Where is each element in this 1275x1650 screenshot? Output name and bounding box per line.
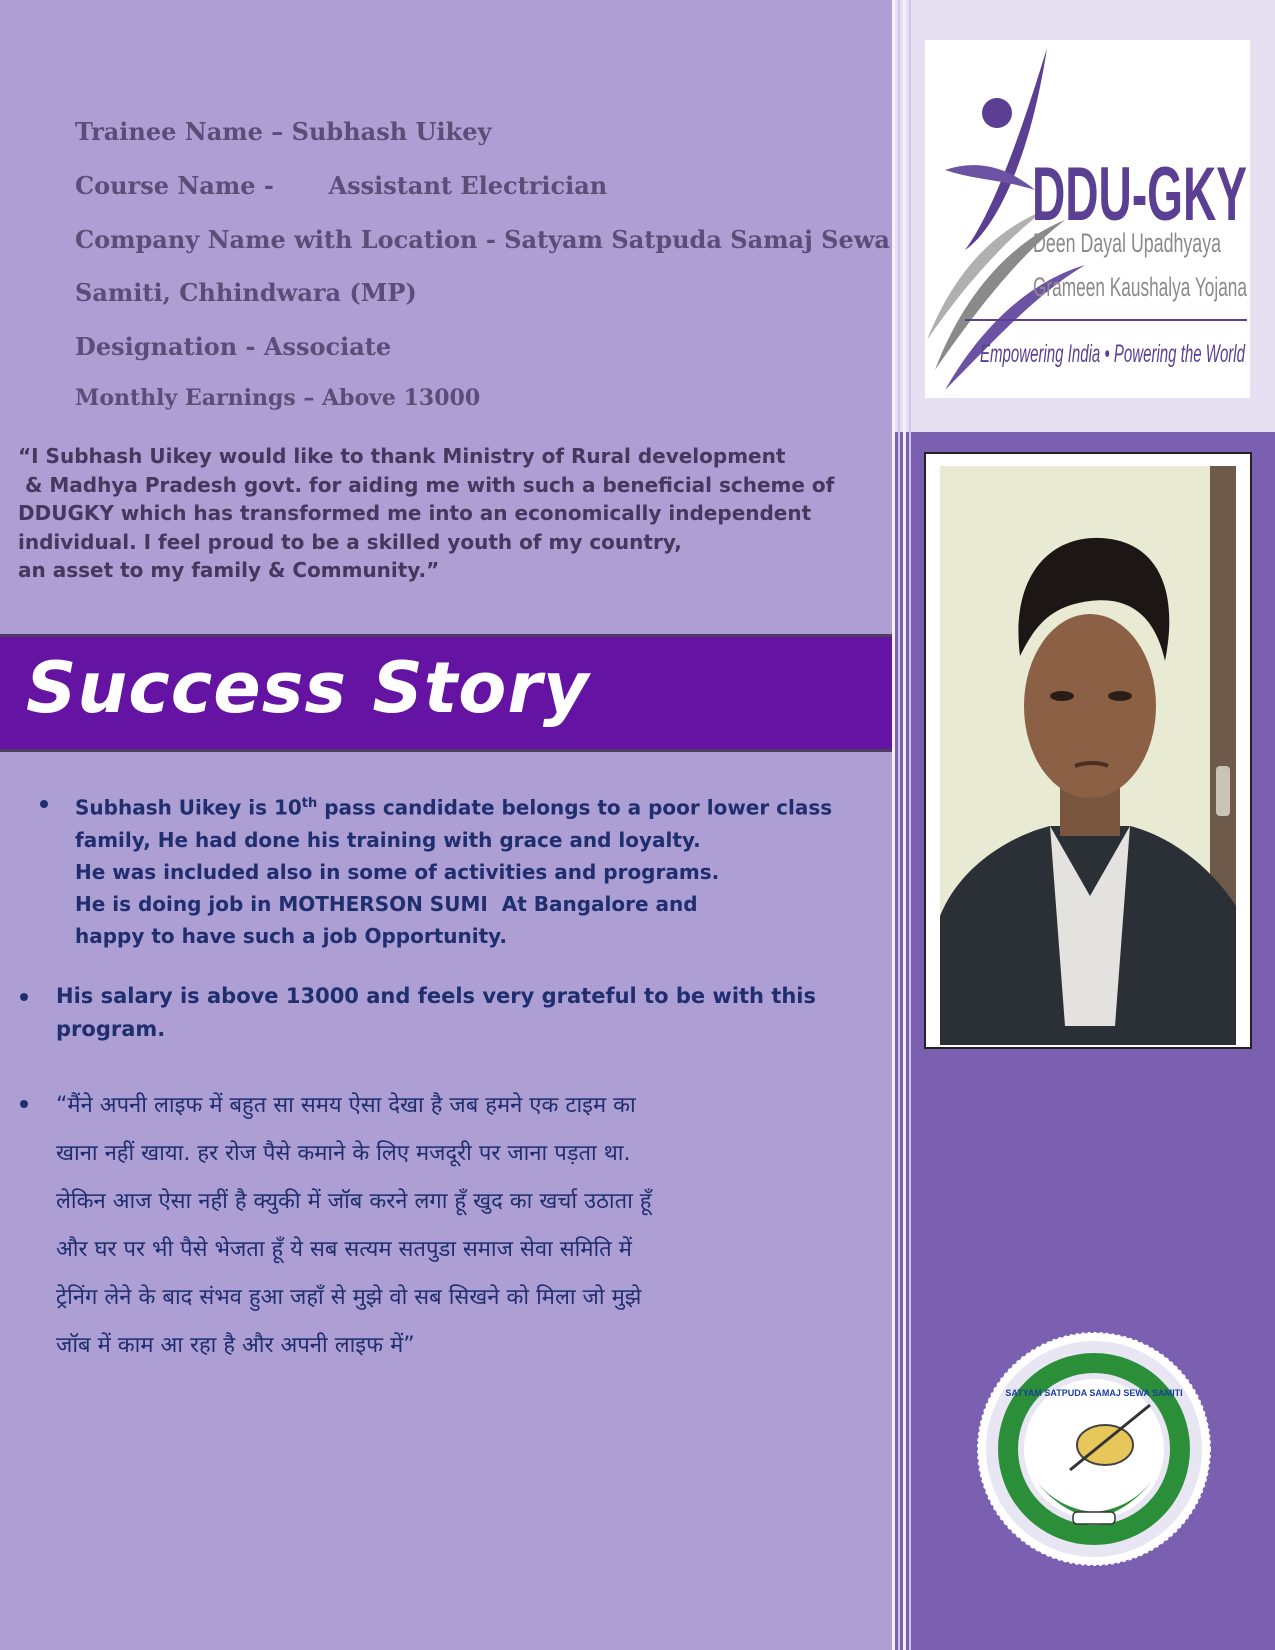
portrait-image — [940, 466, 1236, 1045]
logo-name: DDU-GKY — [1032, 152, 1247, 237]
trainee-photo-frame — [924, 452, 1252, 1049]
bullet-icon — [40, 800, 48, 808]
quote-line: DDUGKY which has transformed me into an economically independent — [18, 501, 812, 525]
divider-line — [909, 0, 911, 1650]
designation: Designation - Associate — [75, 332, 392, 361]
trainee-photo — [940, 466, 1236, 1045]
trainee-name: Trainee Name – Subhash Uikey — [75, 117, 492, 146]
quote-line: an asset to my family & Community.” — [18, 558, 440, 582]
bullet-line: happy to have such a job Opportunity. — [75, 923, 507, 948]
course-value: Assistant Electrician — [328, 171, 608, 200]
satyam-satpuda-seal — [975, 1330, 1213, 1568]
bullet-line: He was included also in some of activities and programs. — [75, 859, 720, 884]
hindi-line: और घर पर भी पैसे भेजता हूँ ये सब सत्यम सतपुडा समाज सेवा समिति में — [56, 1237, 632, 1262]
divider-line — [903, 0, 906, 1650]
success-story-banner — [0, 634, 892, 752]
hindi-line: ट्रेनिंग लेने के बाद संभव हुआ जहाँ से मुझे वो सब सिखने को मिला जो मुझे — [56, 1285, 642, 1310]
logo-tagline: Empowering India • Powering the World — [980, 340, 1246, 368]
banner-title: Success Story — [26, 647, 590, 729]
company-line-2: Samiti, Chhindwara (MP) — [75, 278, 417, 307]
hindi-line: जॉब में काम आ रहा है और अपनी लाइफ में” — [56, 1333, 415, 1358]
course-name — [75, 171, 607, 200]
quote-line: individual. I feel proud to be a skilled youth of my country, — [18, 529, 682, 554]
bullet-line — [75, 788, 832, 824]
hindi-line: “मैंने अपनी लाइफ में बहुत सा समय ऐसा देखा है जब हमने एक टाइम का — [56, 1093, 636, 1118]
bullet-line: His salary is above 13000 and feels very grateful to be with this — [56, 984, 816, 1008]
seal-icon — [975, 1330, 1213, 1568]
ddu-gky-logo — [925, 40, 1250, 398]
company-line-1: Company Name with Location - Satyam Satpuda Samaj Sewa — [75, 225, 890, 254]
seal-text: SATYAM SATPUDA SAMAJ SEWA SAMITI — [1005, 1388, 1183, 1398]
superscript: th — [301, 796, 318, 811]
quote-line: “I Subhash Uikey would like to thank Ministry of Rural development — [18, 444, 786, 468]
bullet-text: pass candidate belongs to a poor lower class — [317, 795, 833, 820]
course-label: Course Name - — [75, 171, 274, 200]
hindi-line: लेकिन आज ऐसा नहीं है क्युकी में जॉब करने लगा हूँ खुद का खर्चा उठाता हूँ — [56, 1189, 652, 1214]
bullet-icon — [20, 993, 28, 1001]
bullet-item-3-hindi — [56, 1082, 846, 1370]
logo-line-2: Grameen Kaushalya Yojana — [1033, 272, 1248, 302]
monthly-earnings: Monthly Earnings – Above 13000 — [75, 385, 481, 411]
divider-line — [892, 0, 895, 1650]
ddu-gky-logo-icon — [925, 40, 1250, 398]
bullet-text: Subhash Uikey is 10 — [75, 795, 302, 820]
bullet-line: family, He had done his training with grace and loyalty. — [75, 827, 701, 852]
hindi-line: खाना नहीं खाया. हर रोज पैसे कमाने के लिए मजदूरी पर जाना पड़ता था. — [56, 1141, 631, 1166]
bullet-line: He is doing job in MOTHERSON SUMI At Bangalore and — [75, 891, 698, 916]
bullet-item-1 — [75, 788, 832, 952]
bullet-line: program. — [56, 1017, 166, 1041]
bullet-item-2 — [56, 980, 816, 1046]
quote-line: & Madhya Pradesh govt. for aiding me with such a beneficial scheme of — [18, 472, 835, 497]
logo-line-1: Deen Dayal Upadhyaya — [1033, 228, 1222, 258]
divider-line — [898, 0, 900, 1650]
testimonial-quote — [18, 442, 868, 585]
bullet-icon — [20, 1100, 28, 1108]
